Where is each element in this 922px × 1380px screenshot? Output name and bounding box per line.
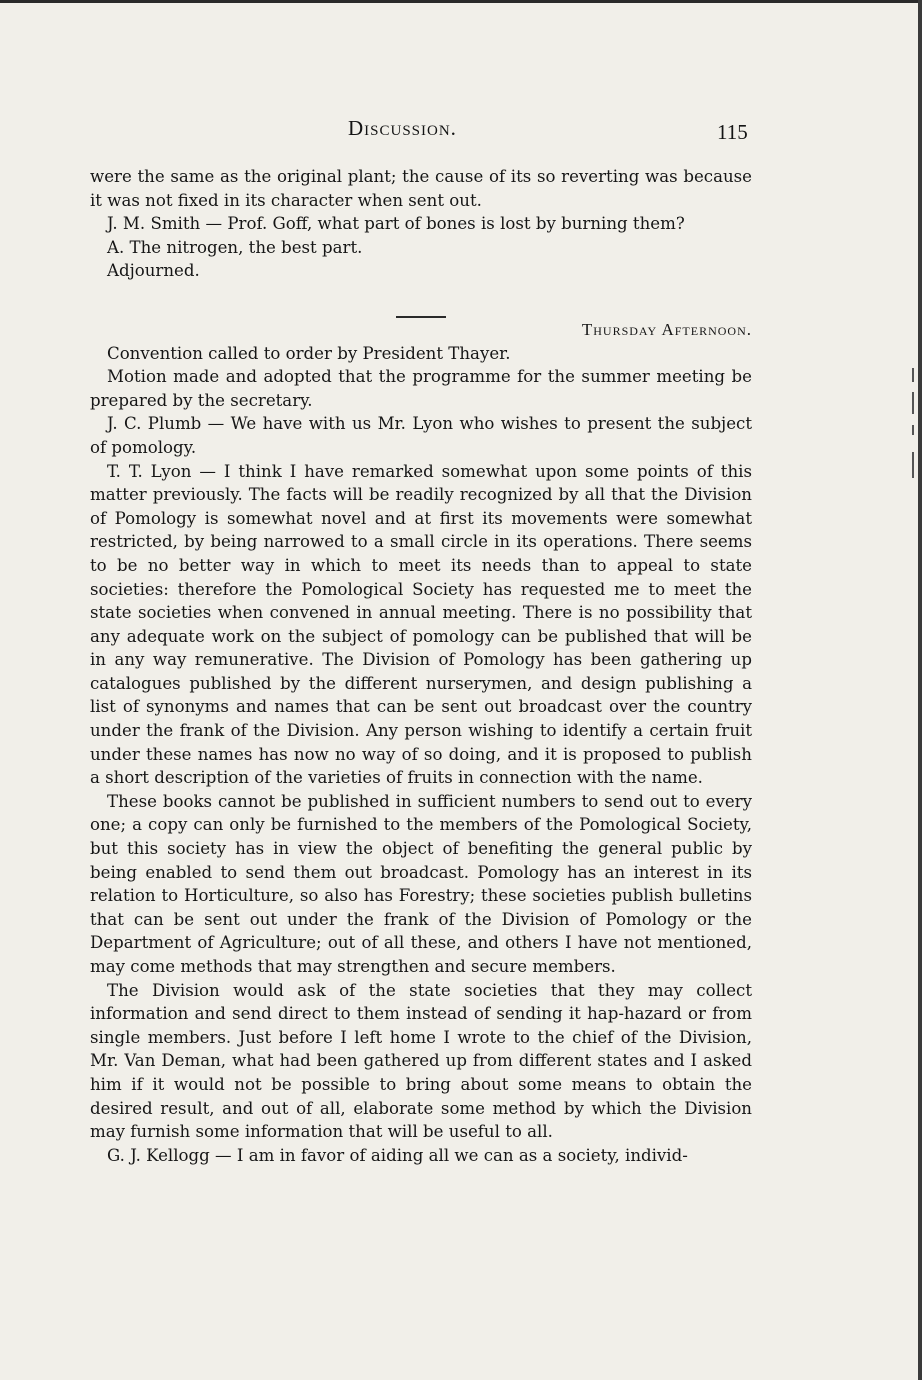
section-heading: Thursday Afternoon. [581, 319, 752, 339]
page-body [90, 165, 752, 1167]
paragraph: were the same as the original plant; the cause of its so reverting was because it was not fixed in its character when sent out. [90, 167, 752, 210]
paragraph: Convention called to order by President Thayer. [107, 343, 511, 363]
paragraph: The Division would ask of the state societies that they may collect information and send direct to them instead of sending it hap-hazard or from single members. Just before I left home I wrote to the chief of the Division, Mr. Van Deman, what had been gathered up from different states and I asked him if it would not be possible to bring about some means to obtain the desired result, and out of all, elaborate some method by which the Division may furnish some information that will be useful to all. [90, 980, 752, 1142]
paragraph: These books cannot be published in sufficient numbers to send out to every one; a copy can only be furnished to the members of the Pomological Society, but this society has in view the object of benefiting the general public by being enabled to send them out broadcast. Pomology has an interest in its relation to Horticulture, so also has Forestry; these societies publish bulletins that can be sent out under the frank of the Division of Pomology or the Department of Agriculture; out of all these, and others I have not mentioned, may come methods that may strengthen and secure members. [90, 791, 752, 976]
paragraph: G. J. Kellogg — I am in favor of aiding all we can as a society, individ- [107, 1145, 688, 1165]
paragraph: Adjourned. [107, 261, 200, 281]
page-number: 115 [717, 120, 748, 144]
paragraph: J. C. Plumb — We have with us Mr. Lyon who wishes to present the subject of pomology. [90, 414, 752, 457]
paragraph: J. M. Smith — Prof. Goff, what part of bones is lost by burning them? [107, 214, 685, 234]
paragraph: A. The nitrogen, the best part. [107, 237, 363, 257]
paragraph: Motion made and adopted that the programme for the summer meeting be prepared by the secretary. [90, 367, 752, 410]
paragraph: T. T. Lyon — I think I have remarked somewhat upon some points of this matter previously. The facts will be readily recognized by all that the Division of Pomology is somewhat novel and at first its movements were somewhat restricted, by being narrowed to a small circle in its operations. There seems to be no better way in which to meet its needs than to appeal to state societies: therefore the Pomological Society has requested me to meet the state societies when convened in annual meeting. There is no possibility that any adequate work on the subject of pomology can be published that will be in any way remunerative. The Division of Pomology has been gathering up catalogues published by the different nurserymen, and design publishing a list of synonyms and names that can be sent out broadcast over the country under the frank of the Division. Any person wishing to identify a certain fruit under these names has now no way of so doing, and it is proposed to publish a short description of the varieties of fruits in connection with the name. [90, 461, 752, 788]
running-title: Discussion. [348, 116, 457, 140]
